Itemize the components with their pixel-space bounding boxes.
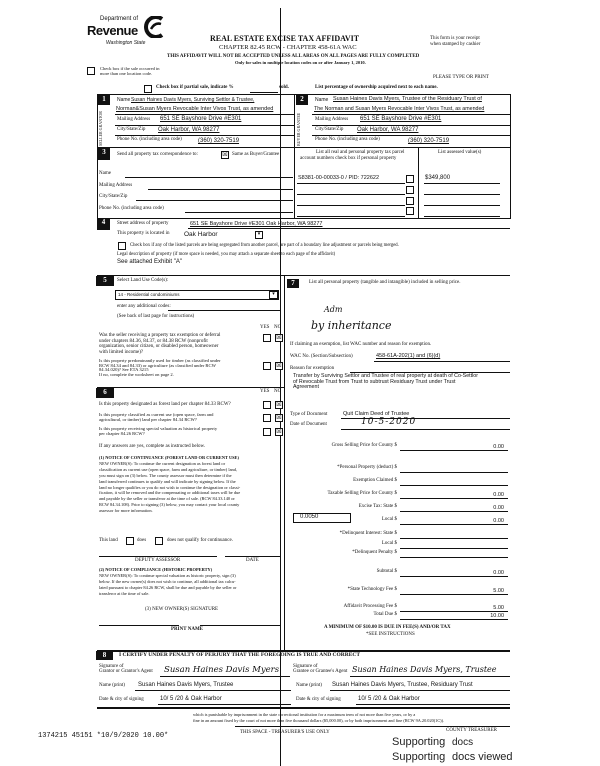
legal-description-field[interactable]: See attached Exhibit "A" bbox=[117, 259, 182, 265]
send-correspondence-label: Send all property tax correspondence to: bbox=[117, 152, 198, 157]
historic-no-checkbox[interactable]: ☒ bbox=[276, 429, 282, 435]
notice-of-compliance: (2) NOTICE OF COMPLIANCE (HISTORIC PROPERTY) NEW OWNER(S): To continue special valuation as historic property, sign (3) below. If the new owner(s) does not wish to continue, all additional tax calcu- lated pursuant to chapter 84.26 RCW, shall be due and payable by the seller or transferor at the time of sale. bbox=[99, 567, 237, 596]
same-as-buyer-label: Same as Buyer/Grantee bbox=[232, 152, 280, 157]
tax-row-label: *Personal Property (deduct) $ bbox=[337, 465, 397, 470]
segregated-label: Check box if any of the listed parcels are being segregated from another parcel, are part of a boundary line adjustment or parcels being merged. bbox=[130, 243, 399, 248]
parcel-number-field[interactable]: S8381-00-00033-0 / PID: 722622 bbox=[298, 175, 380, 181]
location-select[interactable]: Oak Harbor bbox=[184, 231, 218, 238]
tax-row-label: Excise Tax: State $ bbox=[358, 504, 397, 509]
section-number-6: 6 bbox=[96, 388, 114, 398]
section-number-3: 3 bbox=[98, 148, 110, 160]
tax-row-label: Exemption Claimed $ bbox=[353, 478, 397, 483]
tax-row-line bbox=[400, 557, 508, 558]
tax-row-label: Affidavit Processing Fee $ bbox=[343, 604, 397, 609]
supporting-docs-stamp: Supporting bbox=[392, 751, 446, 763]
county-treasurer-label: COUNTY TREASURER bbox=[446, 728, 497, 733]
historic-yes-checkbox[interactable] bbox=[263, 428, 271, 436]
seller-address-field[interactable]: 651 SE Bayshore Drive #E301 bbox=[160, 116, 242, 122]
partial-sale-checkbox[interactable] bbox=[144, 85, 152, 93]
notice-of-continuance: (1) NOTICE OF CONTINUANCE (FOREST LAND OR CURRENT USE) NEW OWNER(S): To continue the current designation as forest land or classification as current use (open space, farm and agriculture, or timber) land, you must sign on (3) below. The county assessor must then determine if the land transferred continues to qualify and will indicate by signing below. If the land no longer qualifies or you do not wish to continue the designation or classi- fication, it will be removed and the compensating or additional taxes will be due and payable by the seller or transferor at the time of sale. (RCW 84.33.140 or RCW 84.34.108). Prior to signing (3) below, you may contact your local county assessor for more information. bbox=[99, 455, 241, 514]
buyer-phone-field[interactable]: (360) 320-7519 bbox=[408, 138, 450, 144]
supporting-docs-stamp: docs bbox=[452, 737, 474, 748]
doc-type-field[interactable]: Quit Claim Deed of Trustee bbox=[343, 411, 410, 417]
tax-row-value[interactable]: 10.00 bbox=[490, 613, 504, 619]
grantee-date-field[interactable]: 10/ 5 /20 & Oak Harbor bbox=[358, 696, 420, 702]
tax-row-value[interactable]: 0.00 bbox=[493, 444, 504, 450]
personal-property-checkbox[interactable] bbox=[406, 207, 414, 215]
wac-field[interactable]: 458-61A-202(1) and (6)(d) bbox=[376, 353, 441, 359]
tax-row-line bbox=[400, 450, 508, 451]
grantee-signature[interactable]: Susan Haines Davis Myers, Trustee bbox=[352, 665, 497, 674]
penalty-text: fine in an amount fixed by the court of not more than five thousand dollars ($5,000.00), or by both imprisonment and fine (RCW 9A.20.020(1C)). bbox=[193, 718, 445, 723]
exemption-question: Was the seller receiving a property tax exemption or deferral under chapters 84.36, 84.37, or 84.38 RCW (nonprofit organization, senior citizen, or disabled person, homeowner with limited income)? bbox=[99, 333, 221, 355]
segregated-checkbox[interactable] bbox=[118, 242, 126, 250]
dropdown-arrow-icon[interactable]: ▾ bbox=[269, 291, 278, 299]
tax-row-line bbox=[400, 548, 508, 549]
additional-codes-label: enter any additional codes: bbox=[117, 304, 171, 309]
minimum-due-note: A MINIMUM OF $10.00 IS DUE IN FEE(S) AND/OR TAX bbox=[324, 625, 451, 630]
supporting-docs-stamp: Supporting bbox=[392, 736, 446, 748]
buyer-name-field[interactable]: Susan Haines Davis Myers, Trustee of the Residuary Trust of bbox=[333, 96, 482, 102]
grantee-name-label: Name (print) bbox=[296, 683, 322, 688]
does-not-qualify-checkbox[interactable] bbox=[155, 537, 163, 545]
reason-label: Reason for exemption bbox=[290, 366, 335, 371]
tax-row-line bbox=[400, 524, 508, 525]
current-use-question: Is this property classified as current use (open space, farm and agricultural, or timber) land per chapter 84.34 RCW? bbox=[99, 412, 214, 422]
current-use-no-checkbox[interactable]: ☒ bbox=[276, 415, 282, 421]
grantee-name-field[interactable]: Susan Haines Davis Myers, Trustee, Residuary Trust bbox=[332, 682, 473, 688]
personal-property-checkbox[interactable] bbox=[406, 175, 414, 183]
buyer-side-label: BUYER GRANTEE bbox=[296, 112, 301, 146]
see-back-note: (See back of last page for instructions) bbox=[117, 314, 195, 319]
please-type-text: PLEASE TYPE OR PRINT bbox=[433, 75, 489, 80]
receipt-note: This form is your receipt bbox=[430, 36, 480, 41]
tax-row-label: Total Due $ bbox=[373, 612, 397, 617]
does-label: does bbox=[137, 538, 147, 543]
tax-row-line bbox=[400, 472, 508, 473]
new-owner-signature-label: (3) NEW OWNER(S) SIGNATURE bbox=[145, 607, 219, 612]
historic-question: Is this property receiving special valuation as historical property per chapter 84.26 RCW? bbox=[99, 426, 218, 436]
forest-land-question: Is this property designated as forest land per chapter 84.33 RCW? bbox=[99, 402, 231, 407]
personal-property-checkbox[interactable] bbox=[406, 186, 414, 194]
logo-line2: Revenue bbox=[87, 23, 138, 38]
penalty-text: which is punishable by imprisonment in the state correctional institution for a maximum term of not more than five years, or by a bbox=[193, 712, 416, 717]
reason-field[interactable]: Transfer by Surviving Settlor and Trustee of real property at death of Co-Settlor of Revocable Trust from Trust to subtrust Residuary Trust under Trust Agreement bbox=[293, 373, 478, 391]
ownership-note: List percentage of ownership acquired next to each name. bbox=[315, 85, 438, 90]
supporting-docs-stamp: docs viewed bbox=[452, 751, 513, 763]
forest-yes-checkbox[interactable] bbox=[263, 401, 271, 409]
land-use-label: Select Land Use Code(s): bbox=[117, 278, 169, 283]
sold-label: sold. bbox=[279, 85, 289, 90]
multi-location-label: more than one location code. bbox=[100, 71, 153, 76]
local-rate-box bbox=[293, 513, 351, 523]
seller-name-field-2[interactable]: Norman&Susan Myers Revocable Inter Vivos Trust, as amended bbox=[116, 106, 274, 112]
seller-phone-field[interactable]: (360) 320-7519 bbox=[198, 138, 240, 144]
same-as-buyer-checkbox[interactable]: ☒ bbox=[222, 152, 228, 158]
print-name-label: PRINT NAME bbox=[171, 627, 203, 632]
tax-row-value[interactable]: 5.00 bbox=[493, 588, 504, 594]
tax-row-label: Gross Selling Price for County $ bbox=[331, 443, 397, 448]
does-not-label: does not qualify for continuance. bbox=[167, 538, 233, 543]
street-address-field[interactable]: 651 SE Bayshore Drive #E301 Oak Harbor, WA 98277 bbox=[190, 221, 323, 227]
see-instructions-note: *SEE INSTRUCTIONS bbox=[366, 632, 415, 637]
warning-text: THIS AFFIDAVIT WILL NOT BE ACCEPTED UNLESS ALL AREAS ON ALL PAGES ARE FULLY COMPLETED bbox=[167, 54, 420, 59]
treasurer-space-label: THIS SPACE - TREASURER'S USE ONLY bbox=[240, 730, 330, 735]
logo-swirl-icon bbox=[142, 16, 166, 38]
partial-sale-label: Check box if partial sale, indicate % bbox=[156, 85, 234, 90]
grantor-sig-label: Signature of Grantor or Grantor's Agent bbox=[99, 664, 153, 674]
tax-row-line bbox=[400, 511, 508, 512]
seller-phone-label: Phone No. (including area code) bbox=[117, 137, 182, 142]
seller-side-label: SELLER GRANTOR bbox=[98, 111, 103, 146]
tax-row-line bbox=[400, 538, 508, 539]
corr-phone-label: Phone No. (including area code) bbox=[99, 206, 164, 211]
tax-row-line bbox=[400, 485, 508, 486]
tax-row-label: Local $ bbox=[381, 517, 397, 522]
buyer-phone-label: Phone No. (including area code) bbox=[315, 137, 380, 142]
street-address-label: Street address of property bbox=[117, 221, 169, 226]
form-subtitle: CHAPTER 82.45 RCW - CHAPTER 458-61A WAC bbox=[219, 44, 357, 51]
buyer-name-field-2[interactable]: The Norman and Susan Myers Revocable Inter Vivos Trust, as amended bbox=[314, 106, 485, 112]
logo-line3: Washington State bbox=[106, 40, 146, 46]
tax-row-label: *Delinquent Interest: State $ bbox=[339, 531, 397, 536]
handwritten-note: Adm bbox=[324, 305, 343, 314]
no-header: NO bbox=[274, 325, 282, 330]
parcel-header: account numbers check box if personal property bbox=[300, 156, 397, 161]
section-number-7: 7 bbox=[287, 279, 299, 288]
local-rate-value: 0.0050 bbox=[300, 514, 319, 520]
form-title: REAL ESTATE EXCISE TAX AFFIDAVIT bbox=[210, 34, 360, 43]
current-use-yes-checkbox[interactable] bbox=[263, 414, 271, 422]
tax-row-line bbox=[400, 611, 508, 612]
grantor-date-label: Date & city of signing bbox=[99, 697, 144, 702]
buyer-city-label: City/State/Zip bbox=[315, 127, 344, 132]
certify-statement: I CERTIFY UNDER PENALTY OF PERJURY THAT THE FOREGOING IS TRUE AND CORRECT bbox=[119, 652, 361, 658]
tax-row-label: Taxable Selling Price for County $ bbox=[327, 491, 397, 496]
section-number-5: 5 bbox=[96, 276, 114, 286]
buyer-address-label: Mailing Address bbox=[315, 117, 349, 122]
personal-property-checkbox[interactable] bbox=[406, 197, 414, 205]
no-header: NO bbox=[274, 389, 282, 394]
land-use-value: 14 - Residential condominiums bbox=[118, 292, 180, 297]
forest-no-checkbox[interactable]: ☒ bbox=[276, 402, 282, 408]
buyer-name-label: Name bbox=[315, 97, 329, 103]
grantee-sig-label: Signature of Grantee or Grantee's Agent bbox=[293, 664, 348, 674]
grantor-signature[interactable]: Susan Haines Davis Myers bbox=[164, 665, 280, 675]
tax-row-value[interactable]: 0.00 bbox=[493, 492, 504, 498]
claiming-exemption-label: If claiming an exemption, list WAC number and reason for exemption. bbox=[290, 342, 432, 347]
located-in-label: This property is located in bbox=[117, 231, 170, 236]
q1-no-checkbox[interactable]: ☒ bbox=[276, 335, 282, 341]
wac-label: WAC No. (Section/Subsection) bbox=[290, 354, 353, 359]
q2-yes-checkbox[interactable] bbox=[263, 362, 271, 370]
doc-type-label: Type of Document bbox=[290, 412, 328, 417]
tax-row-line bbox=[400, 498, 508, 499]
cashier-receipt-stamp: 1374215 45151 *10/9/2020 10.00* bbox=[38, 732, 169, 740]
grantor-date-field[interactable]: 10/ 5 /20 & Oak Harbor bbox=[160, 696, 222, 702]
yes-header: YES bbox=[260, 325, 270, 330]
section-number-1: 1 bbox=[98, 95, 110, 105]
buyer-city-field[interactable]: Oak Harbor, WA 98277 bbox=[357, 127, 419, 133]
tax-row-line bbox=[400, 594, 508, 595]
legal-description-label: Legal description of property (if more space is needed, you may attach a separate sheet to each page of the affidavit) bbox=[117, 252, 336, 257]
seller-city-label: City/State/Zip bbox=[117, 127, 146, 132]
tax-row-value[interactable]: 0.00 bbox=[493, 570, 504, 576]
section-number-2: 2 bbox=[296, 95, 308, 105]
q2-no-checkbox[interactable]: ☒ bbox=[276, 363, 282, 369]
does-qualify-checkbox[interactable] bbox=[126, 537, 134, 545]
tax-row-line bbox=[400, 576, 508, 577]
tax-row-label: *State Technology Fee $ bbox=[347, 587, 397, 592]
grantor-name-field[interactable]: Susan Haines Davis Myers, Trustee bbox=[138, 682, 234, 688]
multi-location-checkbox[interactable] bbox=[87, 67, 95, 75]
tax-row-line bbox=[400, 619, 508, 620]
seller-name-label: Name bbox=[117, 97, 131, 103]
seller-name-field[interactable]: Susan Haines Davis Myers, Surviving Settlor & Trustee, bbox=[131, 97, 255, 103]
multi-location-label: Check box if the sale occurred in bbox=[100, 66, 160, 71]
corr-address-label: Mailing Address bbox=[99, 183, 133, 188]
date-label: DATE bbox=[246, 558, 259, 563]
deputy-assessor-label: DEPUTY ASSESSOR bbox=[135, 558, 181, 563]
seller-city-field[interactable]: Oak Harbor, WA 98277 bbox=[158, 127, 220, 133]
doc-date-field[interactable]: 10-5-2020 bbox=[361, 417, 417, 427]
this-land-label: This land bbox=[99, 538, 118, 543]
yes-header: YES bbox=[260, 389, 270, 394]
corr-city-label: City/State/Zip bbox=[99, 194, 128, 199]
grantor-name-label: Name (print) bbox=[99, 683, 125, 688]
section-number-4: 4 bbox=[97, 218, 110, 230]
buyer-address-field[interactable]: 651 SE Bayshore Drive #E301 bbox=[360, 116, 442, 122]
if-any-note: If any answers are yes, complete as instructed below. bbox=[99, 444, 206, 449]
seller-address-label: Mailing Address bbox=[117, 117, 151, 122]
corr-name-label: Name bbox=[99, 171, 111, 176]
location-dropdown-arrow-icon[interactable]: ▾ bbox=[255, 231, 263, 239]
section-number-8: 8 bbox=[96, 651, 113, 660]
tax-row-label: Subtotal $ bbox=[376, 569, 397, 574]
personal-property-label: List all personal property (tangible and intangible) included in selling price. bbox=[309, 280, 461, 285]
tax-row-label: Local $ bbox=[381, 541, 397, 546]
only-for-text: Only for sales in multiple location codes on or after January 1, 2010. bbox=[235, 60, 366, 65]
receipt-note: when stamped by cashier bbox=[430, 42, 481, 47]
q1-yes-checkbox[interactable] bbox=[263, 334, 271, 342]
land-use-select[interactable] bbox=[115, 290, 279, 300]
doc-date-label: Date of Document bbox=[290, 422, 327, 427]
tax-row-value[interactable]: 5.00 bbox=[493, 605, 504, 611]
assessed-header: List assessed value(s) bbox=[438, 150, 482, 155]
parcel-header: List all real and personal property tax parcel bbox=[316, 150, 405, 155]
tax-row-value[interactable]: 0.00 bbox=[493, 518, 504, 524]
tax-row-label: *Delinquent Penalty $ bbox=[352, 550, 397, 555]
tax-row-value[interactable]: 0.00 bbox=[493, 505, 504, 511]
timber-question: Is this property predominantly used for timber (as classified under RCW 84.34 and 84.33) or agriculture (as classified under RCW 84.34.020)? See ETA 3215 If no, complete the worksheet on page 2. bbox=[99, 358, 221, 377]
logo-line1: Department of bbox=[100, 16, 139, 22]
handwritten-note: by inheritance bbox=[311, 319, 392, 332]
grantee-date-label: Date & city of signing bbox=[296, 697, 341, 702]
assessed-value-field[interactable]: $349,800 bbox=[425, 175, 451, 181]
